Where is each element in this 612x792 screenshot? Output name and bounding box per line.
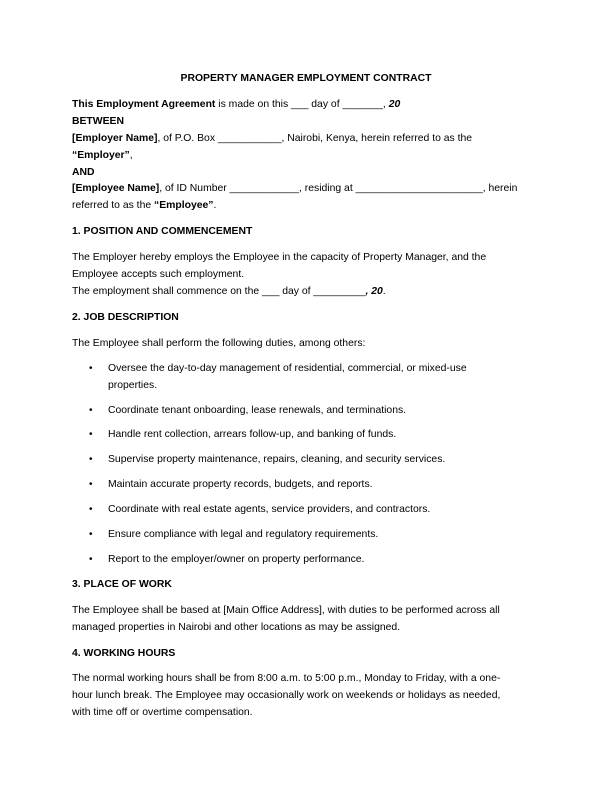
section-job-description	[72, 310, 540, 569]
bullet-icon: •	[89, 404, 93, 416]
agreement-bold: This Employment Agreement	[72, 98, 216, 110]
employee-line	[72, 181, 540, 198]
section-heading: 1. POSITION AND COMMENCEMENT	[72, 226, 253, 238]
list-item	[72, 361, 540, 395]
document-body	[72, 71, 540, 722]
between-label: BETWEEN	[72, 115, 124, 127]
employee-ref-line	[72, 198, 540, 215]
employer-line	[72, 131, 540, 148]
employer-ref-line	[72, 148, 540, 165]
section-text: Employee accepts such employment.	[72, 269, 245, 281]
bullet-icon: •	[89, 429, 93, 441]
list-item-text: Coordinate with real estate agents, service providers, and contractors.	[108, 504, 431, 516]
employer-text: , of P.O. Box ___________, Nairobi, Kenya, herein referred to as the	[157, 132, 473, 144]
section-working-hours	[72, 646, 540, 723]
bullet-icon: •	[89, 529, 93, 541]
section-text: managed properties in Nairobi and other locations as may be assigned.	[72, 621, 401, 633]
employee-name: [Employee Name]	[72, 183, 160, 195]
agreement-year: 20	[388, 98, 401, 110]
list-item-text: properties.	[108, 379, 158, 391]
agreement-line	[72, 97, 540, 114]
section-text: The Employer hereby employs the Employee in the capacity of Property Manager, and the	[72, 252, 487, 264]
section-text: The Employee shall perform the following duties, among others:	[72, 337, 366, 349]
commencement-line	[72, 284, 540, 301]
commencement-tail: .	[382, 285, 386, 297]
section-heading: 3. PLACE OF WORK	[72, 578, 172, 590]
employee-ref: “Employee”	[154, 200, 214, 212]
employer-name: [Employer Name]	[72, 132, 158, 144]
bullet-icon: •	[89, 362, 93, 374]
document-title: PROPERTY MANAGER EMPLOYMENT CONTRACT	[180, 73, 432, 84]
list-item	[72, 452, 540, 469]
commencement-year: , 20	[365, 285, 383, 297]
bullet-icon: •	[89, 479, 93, 491]
employer-ref: “Employer”	[72, 149, 130, 161]
agreement-text: is made on this ___ day of _______,	[215, 98, 389, 110]
commencement-text: The employment shall commence on the ___ day of _________	[72, 285, 366, 297]
list-item-text: Coordinate tenant onboarding, lease renewals, and terminations.	[108, 404, 407, 416]
bullet-icon: •	[89, 553, 93, 565]
section-place-of-work	[72, 577, 540, 637]
bullet-icon: •	[89, 504, 93, 516]
intro-block	[72, 97, 540, 215]
list-item-text: Oversee the day-to-day management of residential, commercial, or mixed-use	[108, 362, 467, 374]
duties-list	[72, 361, 540, 569]
section-text: The Employee shall be based at [Main Office Address], with duties to be performed across all	[72, 604, 500, 616]
list-item-text: Maintain accurate property records, budgets, and reports.	[108, 479, 373, 491]
section-text: with time off or overtime compensation.	[72, 707, 253, 719]
section-text: The normal working hours shall be from 8:00 a.m. to 5:00 p.m., Monday to Friday, with a one-	[72, 673, 501, 685]
employee-text: , of ID Number ____________, residing at ______________________, herein	[159, 183, 518, 195]
employer-ref-tail: ,	[129, 149, 133, 161]
section-text: hour lunch break. The Employee may occasionally work on weekends or holidays as needed,	[72, 690, 501, 702]
section-heading: 4. WORKING HOURS	[72, 647, 176, 659]
list-item	[72, 403, 540, 420]
bullet-icon: •	[89, 454, 93, 466]
list-item	[72, 527, 540, 544]
list-item-text: Report to the employer/owner on property performance.	[108, 553, 365, 565]
list-item	[72, 427, 540, 444]
and-label: AND	[72, 166, 95, 178]
section-position	[72, 224, 540, 301]
list-item	[72, 552, 540, 569]
list-item-text: Supervise property maintenance, repairs, cleaning, and security services.	[108, 454, 446, 466]
list-item-text: Handle rent collection, arrears follow-up, and banking of funds.	[108, 429, 397, 441]
list-item	[72, 502, 540, 519]
section-heading: 2. JOB DESCRIPTION	[72, 311, 179, 323]
employee-ref-lead: referred to as the	[72, 200, 155, 212]
employee-ref-tail: .	[213, 200, 217, 212]
list-item	[72, 477, 540, 494]
list-item-text: Ensure compliance with legal and regulatory requirements.	[108, 529, 379, 541]
